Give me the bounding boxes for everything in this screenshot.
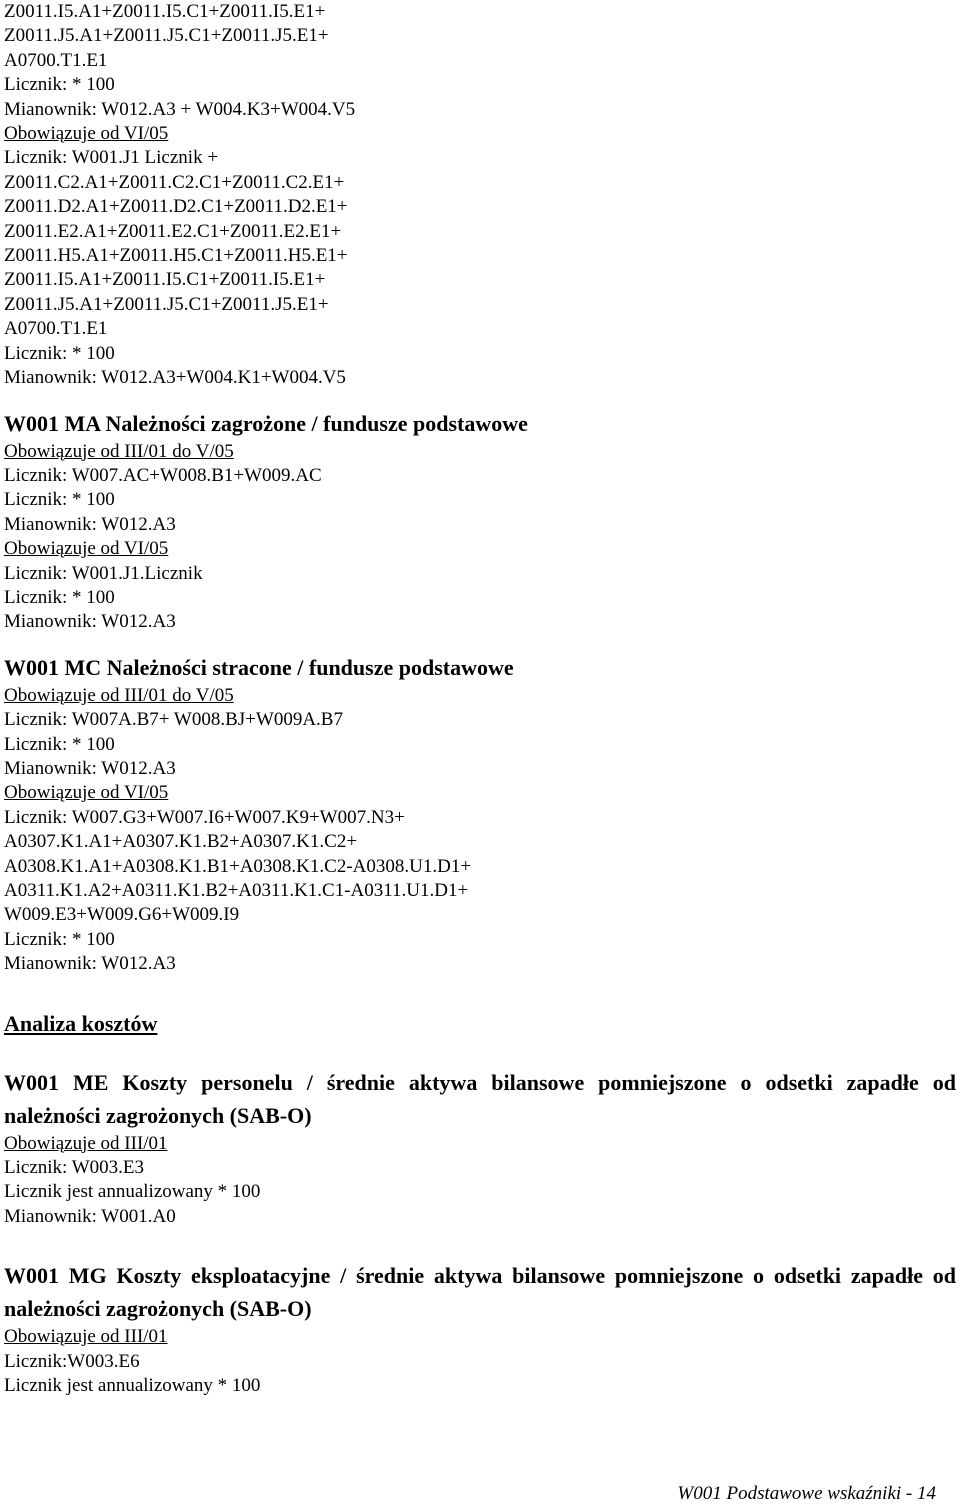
formula-line: A0307.K1.A1+A0307.K1.B2+A0307.K1.C2+ [4, 831, 358, 853]
numerator-line: Licznik: * 100 [4, 733, 115, 755]
validity-line: Obowiązuje od VI/05 [4, 782, 169, 804]
validity-line: Obowiązuje od III/01 do V/05 [4, 440, 234, 462]
denominator-line: Mianownik: W012.A3 [4, 757, 176, 779]
validity-line: Obowiązuje od III/01 [4, 1326, 168, 1348]
formula-line: Z0011.I5.A1+Z0011.I5.C1+Z0011.I5.E1+ [4, 1, 326, 22]
numerator-line: Licznik: W007.G3+W007.I6+W007.K9+W007.N3+ [4, 806, 405, 828]
formula-line: Z0011.C2.A1+Z0011.C2.C1+Z0011.C2.E1+ [4, 171, 345, 193]
document-page [4, 0, 956, 1398]
formula-line: Z0011.H5.A1+Z0011.H5.C1+Z0011.H5.E1+ [4, 245, 348, 267]
indicator-heading-mg: W001 MG Koszty eksploatacyjne / średnie aktywa bilansowe pomniejszone o odsetki zapadłe od należności zagrożonych (SAB-O) [4, 1263, 956, 1322]
numerator-line: Licznik: W003.E3 [4, 1157, 145, 1179]
denominator-line: Mianownik: W001.A0 [4, 1205, 176, 1227]
formula-line: A0308.K1.A1+A0308.K1.B1+A0308.K1.C2-A0308.U1.D1+ [4, 855, 472, 877]
indicator-heading-me: W001 ME Koszty personelu / średnie aktywa bilansowe pomniejszone o odsetki zapadłe od należności zagrożonych (SAB-O) [4, 1069, 956, 1128]
section-me [4, 1066, 956, 1230]
section-ma [4, 407, 956, 635]
formula-line: A0700.T1.E1 [4, 318, 108, 340]
indicator-heading-ma: W001 MA Należności zagrożone / fundusze podstawowe [4, 410, 528, 436]
validity-line: Obowiązuje od III/01 [4, 1132, 168, 1154]
denominator-line: Mianownik: W012.A3 [4, 953, 176, 975]
intro-block [4, 0, 956, 391]
numerator-line: Licznik jest annualizowany * 100 [4, 1375, 261, 1397]
numerator-line: Licznik: * 100 [4, 342, 115, 364]
numerator-line: Licznik: W007A.B7+ W008.BJ+W009A.B7 [4, 709, 343, 731]
validity-line: Obowiązuje od VI/05 [4, 538, 169, 560]
numerator-line: Licznik: * 100 [4, 74, 115, 96]
formula-line: A0700.T1.E1 [4, 49, 108, 71]
formula-line: Z0011.J5.A1+Z0011.J5.C1+Z0011.J5.E1+ [4, 25, 329, 47]
formula-line: W009.E3+W009.G6+W009.I9 [4, 904, 240, 926]
denominator-line: Mianownik: W012.A3+W004.K1+W004.V5 [4, 367, 346, 389]
section-mg [4, 1259, 956, 1398]
validity-line: Obowiązuje od VI/05 [4, 123, 169, 145]
formula-line: Z0011.J5.A1+Z0011.J5.C1+Z0011.J5.E1+ [4, 293, 329, 315]
numerator-line: Licznik: W007.AC+W008.B1+W009.AC [4, 464, 322, 486]
indicator-heading-mc: W001 MC Należności stracone / fundusze podstawowe [4, 654, 514, 680]
numerator-line: Licznik jest annualizowany * 100 [4, 1181, 261, 1203]
numerator-line: Licznik:W003.E6 [4, 1350, 140, 1372]
denominator-line: Mianownik: W012.A3 [4, 513, 176, 535]
denominator-line: Mianownik: W012.A3 [4, 611, 176, 633]
formula-line: Z0011.D2.A1+Z0011.D2.C1+Z0011.D2.E1+ [4, 196, 348, 218]
formula-line: A0311.K1.A2+A0311.K1.B2+A0311.K1.C1-A0311.U1.D1+ [4, 880, 469, 901]
numerator-line: Licznik: W001.J1 Licznik + [4, 147, 219, 169]
numerator-line: Licznik: W001.J1.Licznik [4, 562, 203, 584]
section-mc [4, 651, 956, 977]
formula-line: Z0011.E2.A1+Z0011.E2.C1+Z0011.E2.E1+ [4, 220, 342, 242]
formula-line: Z0011.I5.A1+Z0011.I5.C1+Z0011.I5.E1+ [4, 269, 326, 291]
numerator-line: Licznik: * 100 [4, 928, 115, 950]
denominator-line: Mianownik: W012.A3 + W004.K3+W004.V5 [4, 98, 356, 120]
page-footer: W001 Podstawowe wskaźniki - 14 [677, 1483, 936, 1504]
section-title-cost-analysis: Analiza kosztów [4, 1010, 158, 1036]
numerator-line: Licznik: * 100 [4, 586, 115, 608]
validity-line: Obowiązuje od III/01 do V/05 [4, 684, 234, 706]
numerator-line: Licznik: * 100 [4, 489, 115, 511]
